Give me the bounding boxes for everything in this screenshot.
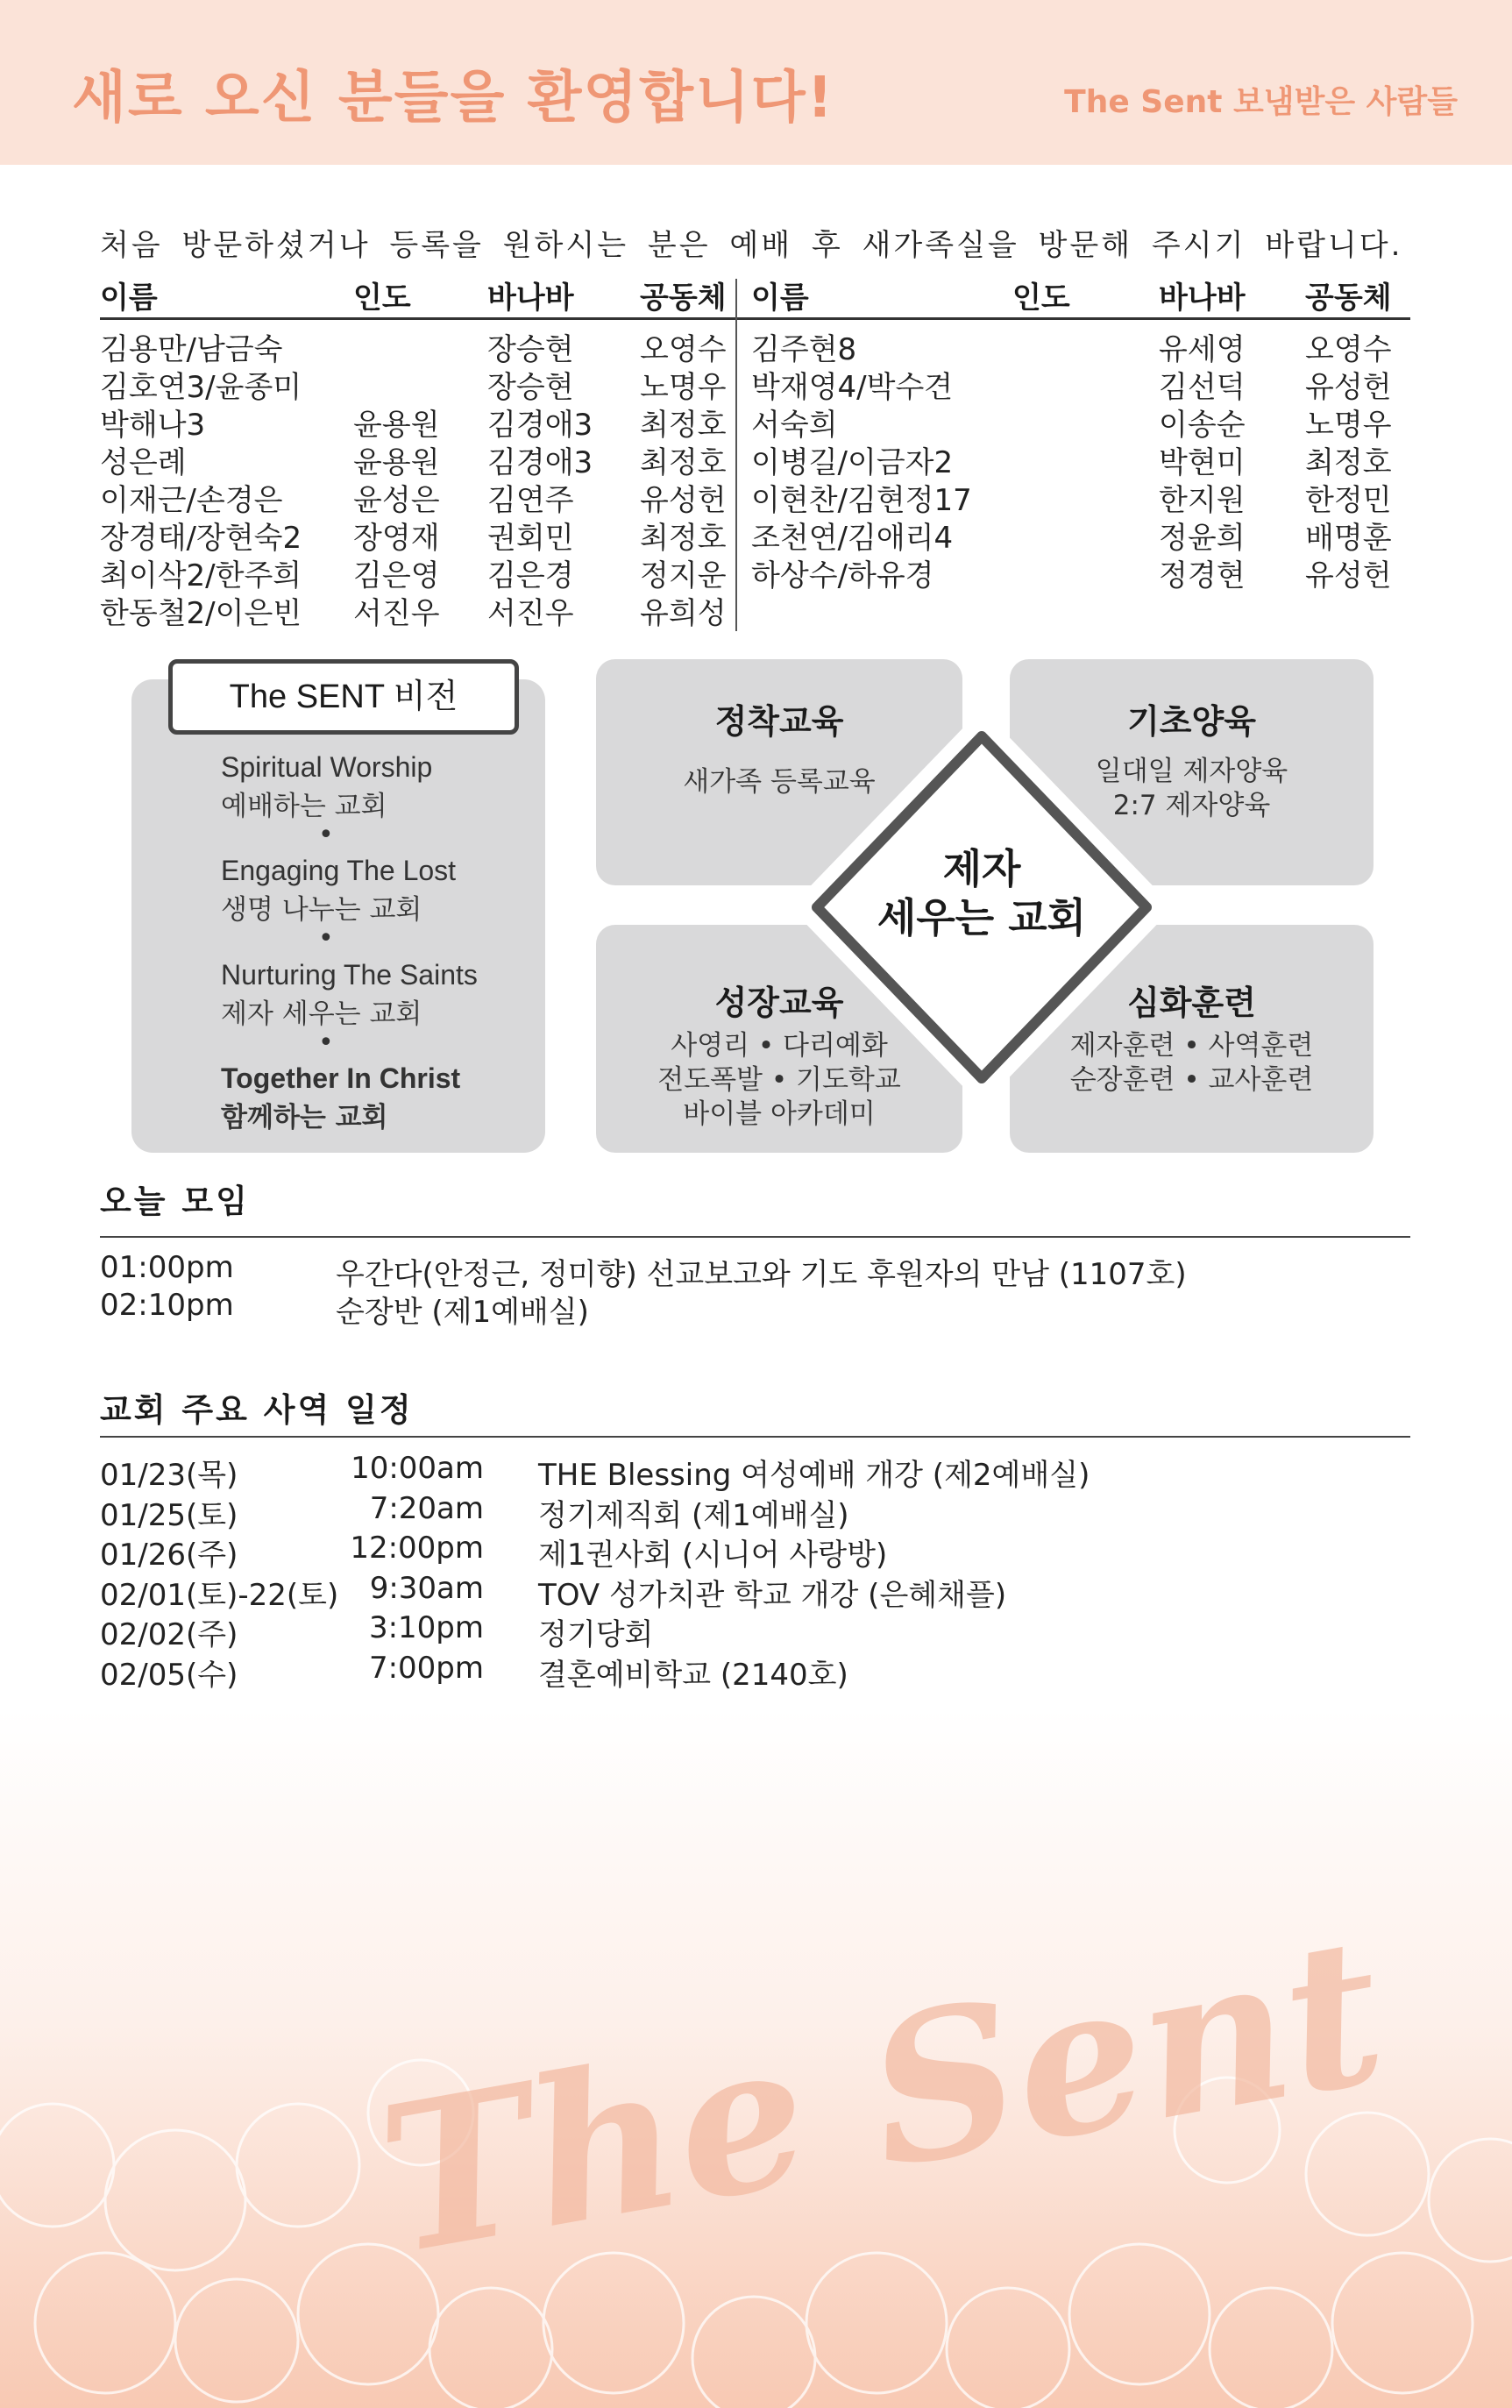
header-brand: The Sent 보냄받은 사람들 xyxy=(1064,84,1458,120)
col-header-guide-left: 인도 xyxy=(353,281,411,316)
newcomer-cell: 성은례 xyxy=(100,445,187,480)
schedule-date: 01/23(목) xyxy=(100,1458,238,1493)
newcomer-cell: 서진우 xyxy=(353,596,440,631)
newcomer-cell: 최정호 xyxy=(640,445,727,480)
schedule-desc: 정기당회 xyxy=(538,1617,654,1652)
vision-title: The SENT 비전 xyxy=(168,659,519,735)
footer-logo: The Sent xyxy=(365,1892,1400,2301)
schedule-desc: TOV 성가치관 학교 개강 (은혜채플) xyxy=(538,1577,1007,1613)
today-time: 02:10pm xyxy=(100,1288,234,1323)
newcomer-cell: 최정호 xyxy=(640,408,727,443)
vision-item-en: Nurturing The Saints xyxy=(221,959,478,991)
quad-title: 심화훈련 xyxy=(1127,984,1256,1022)
newcomer-cell: 김은영 xyxy=(353,558,440,593)
newcomer-cell: 윤성은 xyxy=(353,483,440,518)
newcomer-cell: 유성헌 xyxy=(640,483,727,518)
newcomer-cell: 서진우 xyxy=(487,596,574,631)
newcomer-cell: 정윤희 xyxy=(1159,521,1246,556)
quad-line: 제자훈련 • 사역훈련 xyxy=(1069,1030,1314,1062)
schedule-desc: THE Blessing 여성예배 개강 (제2예배실) xyxy=(538,1458,1090,1493)
newcomer-cell: 장경태/장현숙2 xyxy=(100,521,302,556)
col-header-name-left: 이름 xyxy=(100,281,158,316)
newcomer-cell: 오영수 xyxy=(1305,332,1392,367)
vision-dot: • xyxy=(318,1027,334,1058)
quad-title: 성장교육 xyxy=(714,984,844,1022)
col-header-barnabas-right: 바나바 xyxy=(1159,281,1246,316)
today-desc: 순장반 (제1예배실) xyxy=(336,1295,589,1330)
schedule-time: 10:00am xyxy=(351,1451,484,1486)
schedule-time: 12:00pm xyxy=(350,1531,484,1566)
newcomer-cell: 최이삭2/한주희 xyxy=(100,558,302,593)
diamond-center-label xyxy=(859,844,1104,942)
newcomer-cell: 김경애3 xyxy=(487,408,593,443)
newcomer-cell: 장승현 xyxy=(487,370,574,405)
newcomer-cell: 한정민 xyxy=(1305,483,1392,518)
newcomer-cell: 유성헌 xyxy=(1305,370,1392,405)
col-header-community-left: 공동체 xyxy=(640,281,727,316)
schedule-date: 02/02(주) xyxy=(100,1617,238,1652)
vision-item-en: Together In Christ xyxy=(221,1062,461,1094)
today-time: 01:00pm xyxy=(100,1250,234,1285)
newcomer-cell: 김용만/남금숙 xyxy=(100,332,283,367)
newcomer-cell: 이현찬/김현정17 xyxy=(751,483,972,518)
newcomer-cell: 노명우 xyxy=(1305,408,1392,443)
newcomer-cell: 하상수/하유경 xyxy=(751,558,934,593)
newcomer-cell: 김주현8 xyxy=(751,332,857,367)
schedule-time: 3:10pm xyxy=(368,1610,484,1645)
newcomer-cell: 박해나3 xyxy=(100,408,206,443)
quad-line: 새가족 등록교육 xyxy=(683,766,876,798)
schedule-date: 01/25(토) xyxy=(100,1497,238,1533)
col-header-community-right: 공동체 xyxy=(1305,281,1392,316)
newcomer-cell: 오영수 xyxy=(640,332,727,367)
newcomer-cell: 유세영 xyxy=(1159,332,1246,367)
newcomer-cell: 김선덕 xyxy=(1159,370,1246,405)
schedule-time: 7:20am xyxy=(369,1490,484,1526)
newcomer-cell: 유희성 xyxy=(640,596,727,631)
schedule-time: 7:00pm xyxy=(368,1650,484,1686)
newcomer-cell: 최정호 xyxy=(640,521,727,556)
newcomer-cell: 한동철2/이은빈 xyxy=(100,596,302,631)
quad-line: 2:7 제자양육 xyxy=(1112,790,1271,821)
newcomer-cell: 정지운 xyxy=(640,558,727,593)
vision-item-ko: 제자 세우는 교회 xyxy=(221,998,422,1030)
newcomer-cell: 이송순 xyxy=(1159,408,1246,443)
quad-title: 기초양육 xyxy=(1127,702,1256,741)
newcomer-cell: 이재근/손경은 xyxy=(100,483,283,518)
newcomer-cell: 장승현 xyxy=(487,332,574,367)
vision-item-ko: 예배하는 교회 xyxy=(221,791,387,822)
newcomer-cell: 최정호 xyxy=(1305,445,1392,480)
newcomer-cell: 서숙희 xyxy=(751,408,838,443)
today-rule xyxy=(100,1236,1410,1238)
newcomer-cell: 배명훈 xyxy=(1305,521,1392,556)
schedule-date: 01/26(주) xyxy=(100,1538,238,1573)
center-line-1: 제자 xyxy=(942,845,1021,892)
newcomer-cell: 조천연/김애리4 xyxy=(751,521,954,556)
schedule-title: 교회 주요 사역 일정 xyxy=(100,1391,414,1429)
quad-line: 바이블 아카데미 xyxy=(683,1098,876,1130)
newcomer-cell: 노명우 xyxy=(640,370,727,405)
vision-dot: • xyxy=(318,820,334,850)
quad-line: 전도폭발 • 기도학교 xyxy=(657,1064,901,1096)
newcomer-cell: 김연주 xyxy=(487,483,574,518)
schedule-desc: 결혼예비학교 (2140호) xyxy=(538,1657,848,1693)
page-title: 새로 오신 분들을 환영합니다! xyxy=(72,66,834,131)
center-line-2: 세우는 교회 xyxy=(877,894,1087,941)
vision-item-en: Engaging The Lost xyxy=(221,855,457,886)
col-header-barnabas-left: 바나바 xyxy=(487,281,574,316)
schedule-date: 02/01(토)-22(토) xyxy=(100,1577,339,1613)
schedule-desc: 정기제직회 (제1예배실) xyxy=(538,1497,849,1533)
schedule-rule xyxy=(100,1436,1410,1438)
quad-title: 정착교육 xyxy=(714,702,844,741)
newcomer-cell: 김호연3/윤종미 xyxy=(100,370,302,405)
vision-item-ko: 생명 나누는 교회 xyxy=(221,894,422,926)
newcomer-cell: 윤용원 xyxy=(353,408,440,443)
col-header-name-right: 이름 xyxy=(751,281,809,316)
newcomer-cell: 윤용원 xyxy=(353,445,440,480)
newcomer-cell: 장영재 xyxy=(353,521,440,556)
today-title: 오늘 모임 xyxy=(100,1183,250,1220)
footer-decoration xyxy=(0,1709,1512,2408)
today-desc: 우간다(안정근, 정미향) 선교보고와 기도 후원자의 만남 (1107호) xyxy=(336,1257,1187,1292)
newcomer-cell: 권회민 xyxy=(487,521,574,556)
schedule-date: 02/05(수) xyxy=(100,1657,238,1693)
vision-item-ko: 함께하는 교회 xyxy=(221,1102,388,1133)
quad-line: 순장훈련 • 교사훈련 xyxy=(1069,1064,1314,1096)
newcomer-cell: 정경현 xyxy=(1159,558,1246,593)
newcomer-cell: 박현미 xyxy=(1159,445,1246,480)
newcomer-cell: 유성헌 xyxy=(1305,558,1392,593)
quad-line: 사영리 • 다리예화 xyxy=(671,1030,888,1062)
schedule-time: 9:30am xyxy=(369,1570,484,1606)
newcomer-cell: 한지원 xyxy=(1159,483,1246,518)
newcomer-cell: 김은경 xyxy=(487,558,574,593)
newcomer-cell: 김경애3 xyxy=(487,445,593,480)
vision-item-en: Spiritual Worship xyxy=(221,751,433,783)
vision-dot: • xyxy=(318,923,334,954)
newcomer-cell: 이병길/이금자2 xyxy=(751,445,954,480)
intro-text: 처음 방문하셨거나 등록을 원하시는 분은 예배 후 새가족실을 방문해 주시기 바랍니다. xyxy=(100,228,1403,263)
schedule-desc: 제1권사회 (시니어 사랑방) xyxy=(538,1538,888,1573)
newcomer-cell: 박재영4/박수견 xyxy=(751,370,954,405)
quad-line: 일대일 제자양육 xyxy=(1095,756,1288,787)
col-header-guide-right: 인도 xyxy=(1012,281,1070,316)
